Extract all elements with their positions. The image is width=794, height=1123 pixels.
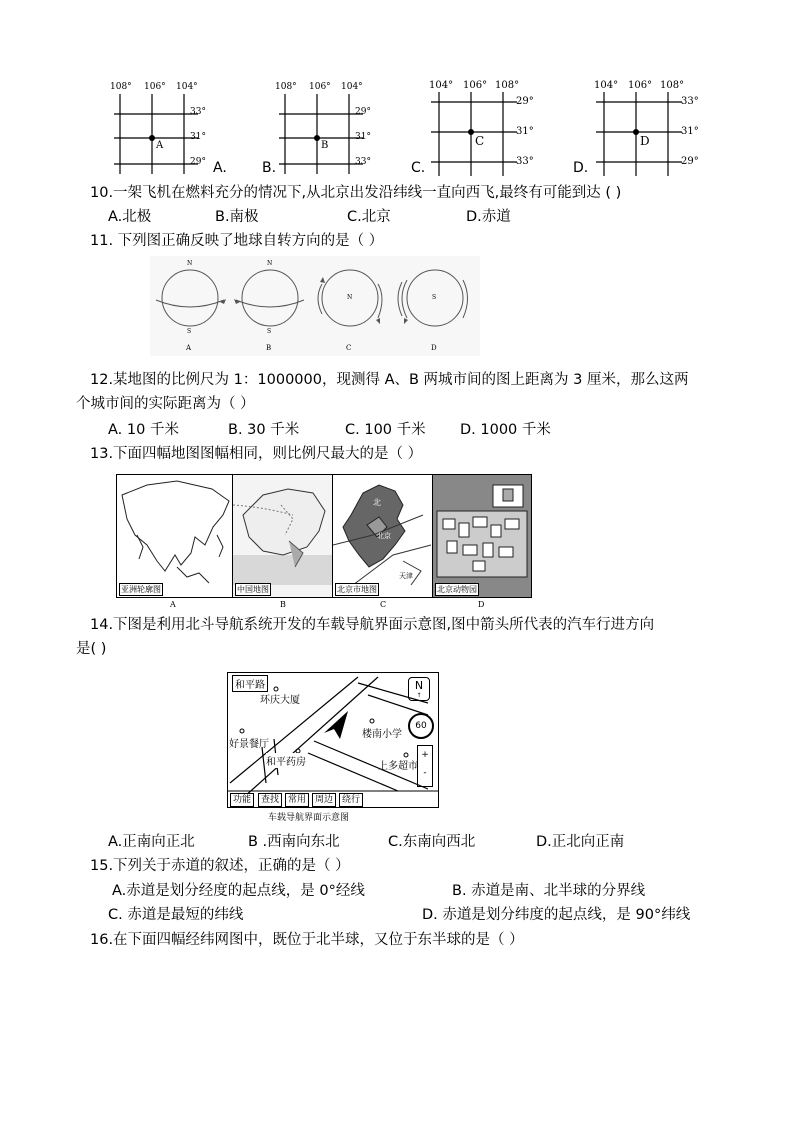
grid-b-top-0: 108° [275,82,297,92]
q14-option-a: A.正南向正北 [108,834,195,850]
map-china-caption: 中国地图 [237,585,269,594]
grid-d-point: D [640,134,650,148]
grid-b-point: B [321,140,329,151]
map-d-letter: D [478,600,485,609]
q15-option-d: D. 赤道是划分纬度的起点线，是 90°纬线 [422,907,691,923]
nav-button-frequent[interactable]: 常用 [285,793,309,807]
grid-c-right-0: 29° [516,96,534,107]
q16-text: 16.在下面四幅经纬网图中，既位于北半球，又位于东半球的是（ ） [90,932,524,948]
q11-text: 11. 下列图正确反映了地球自转方向的是（ ） [90,233,384,249]
grid-d-top-2: 108° [660,80,685,91]
globe-a-top: N [187,260,193,267]
grid-c-right-1: 31° [516,126,534,137]
grid-d-right-0: 33° [681,96,699,107]
globe-d-center: S [432,294,437,301]
map-china-outline [233,475,333,597]
grid-d-right-2: 29° [681,156,699,167]
q14-option-b: B .西南向东北 [248,834,340,850]
map-a-letter: A [170,600,176,609]
q10-text: 10.一架飞机在燃料充分的情况下,从北京出发沿纬线一直向西飞,最终有可能到达 ( ) [90,185,622,201]
q13-maps [116,474,532,609]
q12-option-c: C. 100 千米 [345,422,426,438]
q15-option-a: A.赤道是划分经度的起点线，是 0°经线 [112,883,365,899]
grid-c-option: C. [411,160,426,176]
globe-a-letter: A [186,344,192,352]
map-zoo-outline [433,475,531,597]
nav-place-huanqing: 环庆大厦 [260,695,300,706]
nav-caption: 车载导航界面示意图 [268,813,350,823]
globe-b-top: N [267,260,273,267]
grid-a-top-1: 106° [144,82,166,92]
q14-option-d: D.正北向正南 [536,834,625,850]
q11-globes [150,256,480,356]
grid-b [275,82,385,178]
grid-d-right-1: 31° [681,126,699,137]
grid-d-top-0: 104° [594,80,619,91]
zoom-in-button[interactable]: + [421,750,429,760]
map-beijing-label-city: 北京 [377,532,391,540]
q12-text-line1: 12.某地图的比例尺为 1：1000000，现测得 A、B 两城市间的图上距离为 3 厘米，那么这两 [90,372,689,388]
map-zoo-caption: 北京动物园 [437,585,477,594]
q10-option-d: D.赤道 [466,209,511,225]
globe-c-center: N [347,294,353,301]
globe-b-letter: B [266,344,272,352]
map-zoo [432,474,532,598]
nav-button-function[interactable]: 功能 [230,793,254,807]
globe-c-letter: C [346,344,352,352]
grid-d-option: D. [573,160,589,176]
nav-button-nearby[interactable]: 周边 [312,793,336,807]
q15-option-c: C. 赤道是最短的纬线 [108,907,244,923]
nav-button-search[interactable]: 查找 [258,793,282,807]
map-china [232,474,334,598]
north-label: N [414,679,424,692]
grid-c-top-1: 106° [463,80,488,91]
q12-option-b: B. 30 千米 [228,422,300,438]
grid-c [425,82,545,182]
grid-b-top-2: 104° [341,82,363,92]
q15-text: 15.下列关于赤道的叙述，正确的是（ ） [90,858,350,874]
nav-place-loudnan-school: 楼南小学 [362,729,402,740]
grid-a-point: A [156,140,164,151]
grid-c-top-0: 104° [429,80,454,91]
grid-a [110,82,220,178]
nav-place-supermarket: 上多超市 [378,761,418,772]
q13-text: 13.下面四幅地图图幅相同，则比例尺最大的是（ ） [90,446,423,462]
map-beijing-label-north: 北 [373,498,381,507]
zoom-out-button[interactable]: - [423,768,427,778]
map-beijing [332,474,434,598]
grid-a-option: A. [213,160,227,176]
map-asia [116,474,234,598]
grid-d-top-1: 106° [628,80,653,91]
q14-option-c: C.东南向西北 [388,834,476,850]
q14-text-line1: 14.下图是利用北斗导航系统开发的车载导航界面示意图,图中箭头所代表的汽车行进方向 [90,617,655,633]
speed-limit-value: 60 [415,721,427,731]
q12-option-d: D. 1000 千米 [460,422,551,438]
q12-text-line2: 个城市间的实际距离为（ ） [76,396,255,412]
q14-text-line2: 是( ) [76,641,107,657]
map-b-letter: B [280,600,286,609]
globe-d-letter: D [431,344,437,352]
q11-globe-drawings [150,256,480,356]
grid-c-point: C [475,134,485,148]
grid-a-right-0: 33° [190,107,206,117]
nav-button-detour[interactable]: 绕行 [339,793,363,807]
zoom-control[interactable] [417,745,433,787]
q15-option-b: B. 赤道是南、北半球的分界线 [452,883,646,899]
map-beijing-label-tianjin: 天津 [399,572,413,580]
grid-b-right-1: 31° [355,132,371,142]
speed-limit-sign [408,713,434,739]
nav-screen [227,672,439,808]
grid-b-right-0: 29° [355,107,371,117]
q12-option-a: A. 10 千米 [108,422,179,438]
grid-a-right-1: 31° [190,132,206,142]
nav-road-label: 和平路 [232,675,268,692]
grid-b-top-1: 106° [309,82,331,92]
north-compass-icon: N ↑ [408,677,430,701]
map-asia-outline [117,475,233,597]
q10-option-a: A.北极 [108,209,152,225]
grid-b-right-2: 33° [355,157,371,167]
grid-d [590,82,710,182]
globe-b-bottom: S [267,328,272,335]
globe-a-bottom: S [187,328,192,335]
grid-a-top-0: 108° [110,82,132,92]
map-asia-caption: 亚洲轮廓图 [121,585,161,594]
nav-place-heping-pharmacy: 和平药房 [266,753,306,768]
q10-option-c: C.北京 [347,209,391,225]
grid-c-top-2: 108° [495,80,520,91]
grid-c-right-2: 33° [516,156,534,167]
map-c-letter: C [380,600,387,609]
grid-a-top-2: 104° [176,82,198,92]
map-beijing-caption: 北京市地图 [337,585,377,594]
grid-a-right-2: 29° [190,157,206,167]
nav-place-haojing: 好景餐厅 [229,739,269,750]
q10-option-b: B.南极 [215,209,259,225]
grid-b-option: B. [262,160,277,176]
